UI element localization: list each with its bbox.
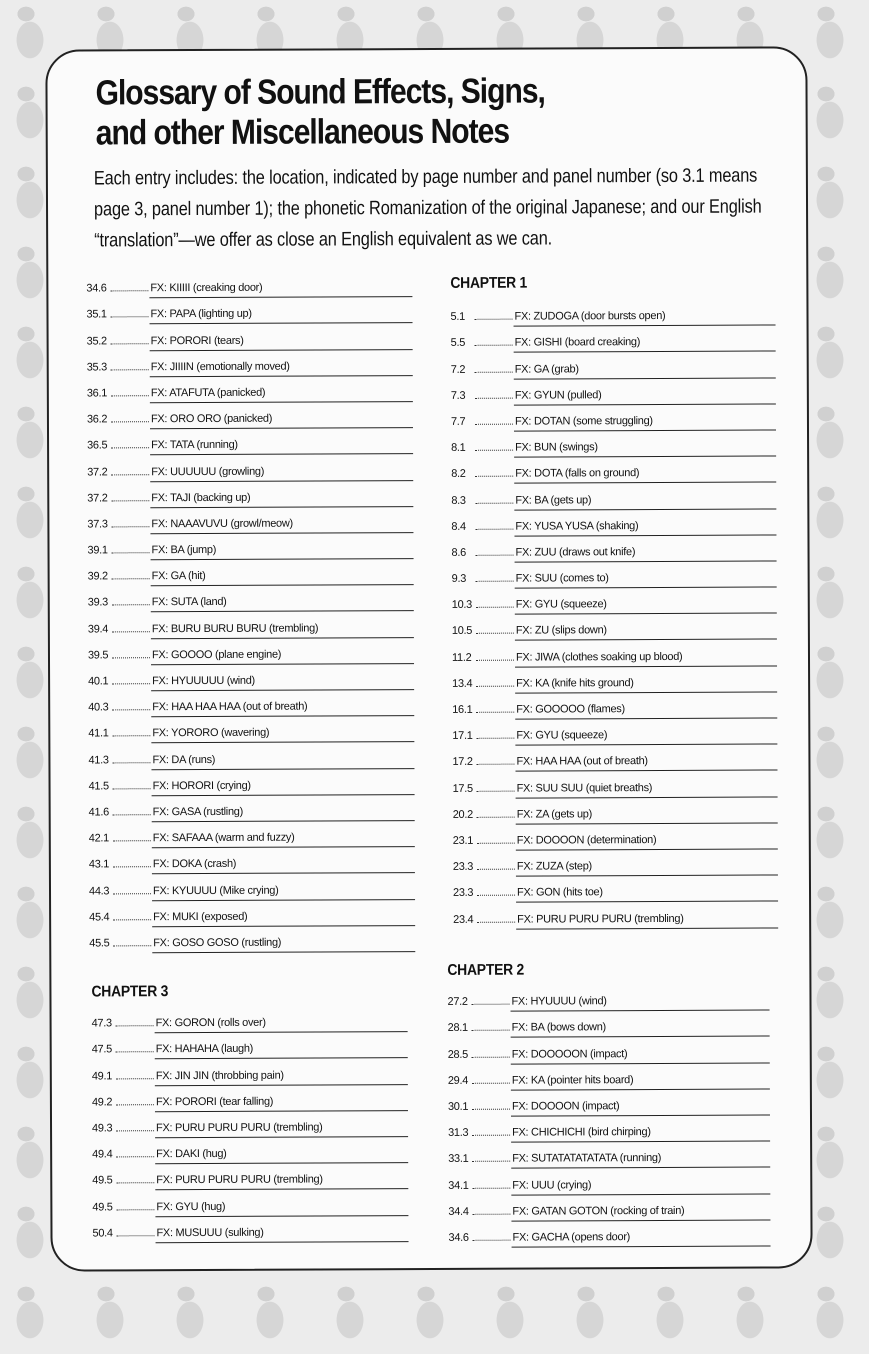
glossary-entry: [452, 588, 777, 616]
glossary-entry: [448, 1037, 770, 1065]
leader-line: [112, 605, 150, 606]
glossary-entry: [452, 666, 777, 694]
entry-location: 39.5: [87, 649, 109, 662]
entry-fx: FX: YORORO (wavering): [151, 726, 414, 743]
chapter-1-entries: [450, 299, 778, 929]
entry-location: 31.3: [448, 1126, 469, 1140]
entry-fx: FX: JIN JIN (throbbing pain): [155, 1069, 408, 1086]
leader-line: [477, 869, 515, 870]
chapter-3-section: [91, 982, 408, 1243]
glossary-entry: [88, 559, 414, 587]
leader-line: [116, 1130, 154, 1131]
entry-fx: FX: SAFAAA (warm and fuzzy): [152, 831, 415, 848]
entry-location: 33.1: [448, 1153, 469, 1166]
entry-location: 47.5: [91, 1043, 112, 1056]
leader-line: [472, 1213, 510, 1214]
glossary-entry: [87, 481, 413, 509]
glossary-entry: [89, 795, 415, 823]
leader-line: [112, 709, 150, 710]
leader-line: [472, 1082, 510, 1083]
left-column-entries: [86, 271, 415, 953]
chapter-3-entries: [92, 1006, 409, 1243]
entry-location: 49.4: [92, 1148, 113, 1161]
leader-line: [111, 343, 149, 344]
entry-fx: FX: ZA (gets up): [516, 807, 778, 824]
entry-fx: FX: HYUUUU (wind): [510, 995, 769, 1012]
entry-location: 10.5: [451, 625, 473, 638]
entry-location: 34.1: [448, 1179, 469, 1192]
glossary-entry: [88, 716, 414, 744]
leader-line: [475, 476, 513, 477]
entry-location: 49.1: [91, 1069, 113, 1083]
entry-fx: FX: GORON (rolls over): [155, 1016, 408, 1033]
glossary-entry: [453, 849, 778, 877]
leader-line: [113, 919, 151, 920]
glossary-entry: [89, 926, 415, 954]
leader-line: [111, 500, 149, 501]
entry-location: 36.5: [87, 439, 108, 452]
leader-line: [472, 1187, 510, 1188]
leader-line: [113, 840, 151, 841]
entry-fx: FX: ZU (slips down): [515, 624, 777, 641]
entry-fx: FX: GYU (hug): [155, 1200, 408, 1217]
glossary-entry: [453, 876, 778, 904]
entry-fx: FX: DOOOON (impact): [511, 1099, 770, 1116]
leader-line: [476, 738, 514, 739]
entry-fx: FX: GOOOOO (flames): [515, 702, 777, 719]
entry-fx: FX: DAKI (hug): [155, 1147, 408, 1164]
leader-line: [476, 581, 514, 582]
glossary-entry: [451, 457, 776, 485]
leader-line: [116, 1156, 154, 1157]
leader-line: [475, 528, 513, 529]
entry-location: 23.3: [452, 887, 474, 900]
entry-fx: FX: GOOOO (plane engine): [151, 648, 414, 665]
glossary-entry: [452, 614, 777, 642]
leader-line: [477, 790, 515, 791]
leader-line: [475, 397, 513, 398]
entry-location: 28.1: [447, 1022, 468, 1035]
glossary-entry: [87, 428, 413, 456]
entry-fx: FX: GOSO GOSO (rustling): [152, 936, 415, 953]
entry-location: 8.1: [451, 441, 466, 455]
entry-fx: FX: GATAN GOTON (rocking of train): [511, 1204, 770, 1221]
leader-line: [477, 895, 515, 896]
entry-fx: FX: GYU (squeeze): [515, 729, 777, 746]
glossary-entry: [89, 900, 415, 928]
glossary-entry: [87, 350, 413, 378]
leader-line: [112, 631, 150, 632]
entry-location: 41.6: [88, 806, 109, 819]
leader-line: [477, 843, 515, 844]
glossary-entry: [88, 664, 414, 692]
entry-fx: FX: BA (jump): [150, 543, 413, 560]
entry-location: 41.5: [88, 780, 109, 793]
leader-line: [112, 578, 150, 579]
glossary-entry: [452, 745, 777, 773]
entry-fx: FX: GON (hits toe): [516, 886, 778, 903]
entry-fx: FX: DA (runs): [151, 753, 414, 770]
entry-fx: FX: PORORI (tears): [150, 334, 413, 351]
entry-location: 50.4: [92, 1227, 113, 1240]
leader-line: [111, 448, 149, 449]
entry-location: 17.5: [452, 782, 473, 795]
entry-fx: FX: HYUUUUU (wind): [151, 674, 414, 691]
leader-line: [472, 1030, 510, 1031]
glossary-entry: [92, 1006, 408, 1034]
chapter-3-heading: CHAPTER 3: [91, 983, 169, 1001]
entry-fx: FX: SUU SUU (quiet breaths): [516, 781, 778, 798]
entry-location: 41.3: [88, 753, 109, 767]
leader-line: [475, 371, 513, 372]
glossary-entry: [453, 823, 778, 851]
entry-location: 8.2: [451, 468, 466, 481]
leader-line: [111, 474, 149, 475]
entry-location: 36.1: [86, 387, 108, 400]
entry-location: 34.4: [448, 1205, 469, 1218]
entry-location: 40.1: [88, 675, 109, 688]
intro-paragraph: Each entry includes: the location, indicated by page number and panel number (so 3.1 means page 3, panel number 1); the phonetic Romanization of the original Japanese; and our English “translation”—we offer as close an English equivalent as we can.: [93, 164, 762, 252]
entry-location: 17.1: [452, 729, 473, 743]
glossary-entry: [88, 612, 414, 640]
leader-line: [112, 552, 150, 553]
entry-fx: FX: GYU (squeeze): [515, 598, 777, 615]
entry-fx: FX: UUU (crying): [511, 1178, 770, 1195]
glossary-entry: [452, 771, 777, 799]
entry-location: 5.1: [450, 311, 465, 324]
leader-line: [476, 764, 514, 765]
leader-line: [116, 1025, 154, 1026]
glossary-panel: [45, 46, 812, 1271]
glossary-entry: [452, 640, 777, 668]
leader-line: [476, 685, 514, 686]
glossary-entry: [453, 797, 778, 825]
entry-fx: FX: GA (grab): [514, 362, 776, 379]
glossary-entry: [88, 769, 414, 797]
glossary-entry: [451, 483, 776, 511]
entry-fx: FX: BUN (swings): [514, 441, 776, 458]
chapter-1-section: [450, 273, 778, 929]
leader-line: [117, 1235, 155, 1236]
entry-fx: FX: JIWA (clothes soaking up blood): [515, 650, 777, 667]
entry-location: 10.3: [451, 599, 473, 612]
entry-fx: FX: TAJI (backing up): [150, 491, 413, 508]
glossary-entry: [448, 1063, 770, 1091]
glossary-entry: [448, 1089, 770, 1117]
leader-line: [111, 317, 149, 318]
entry-location: 44.3: [88, 884, 110, 897]
entry-location: 23.4: [453, 913, 474, 926]
leader-line: [113, 867, 151, 868]
entry-location: 35.3: [86, 361, 107, 374]
entry-fx: FX: PAPA (lighting up): [149, 307, 412, 324]
entry-fx: FX: PORORI (tear falling): [155, 1095, 408, 1112]
entry-location: 49.5: [92, 1174, 113, 1187]
leader-line: [113, 814, 151, 815]
leader-line: [111, 526, 149, 527]
entry-location: 30.1: [447, 1100, 469, 1113]
entry-location: 41.1: [88, 727, 109, 740]
leader-line: [113, 788, 151, 789]
entry-fx: FX: SUTA (land): [151, 596, 414, 613]
entry-fx: FX: SUTATATATATATA (running): [511, 1152, 770, 1169]
glossary-entry: [86, 297, 412, 325]
leader-line: [111, 395, 149, 396]
entry-fx: FX: KYUUUU (Mike crying): [152, 884, 415, 901]
leader-line: [113, 893, 151, 894]
entry-location: 34.6: [448, 1231, 469, 1244]
glossary-entry: [87, 454, 413, 482]
leader-line: [472, 1161, 510, 1162]
entry-fx: FX: HAA HAA (out of breath): [515, 755, 777, 772]
glossary-entry: [450, 299, 775, 327]
entry-fx: FX: DOKA (crash): [152, 857, 415, 874]
entry-fx: FX: JIIIIN (emotionally moved): [150, 360, 413, 377]
glossary-entry: [448, 1220, 770, 1248]
entry-fx: FX: SUU (comes to): [515, 572, 777, 589]
entry-fx: FX: UUUUUU (growling): [150, 465, 413, 482]
entry-location: 16.1: [452, 703, 473, 716]
leader-line: [475, 502, 513, 503]
entry-location: 37.2: [87, 465, 108, 478]
leader-line: [111, 421, 149, 422]
entry-fx: FX: YUSA YUSA (shaking): [514, 519, 776, 536]
glossary-entry: [92, 1163, 408, 1191]
glossary-entry: [92, 1111, 408, 1139]
entry-fx: FX: ATAFUTA (panicked): [150, 386, 413, 403]
leader-line: [116, 1104, 154, 1105]
leader-line: [475, 450, 513, 451]
glossary-entry: [87, 376, 413, 404]
leader-line: [475, 345, 513, 346]
leader-line: [111, 369, 149, 370]
glossary-entry: [447, 985, 769, 1013]
glossary-entry: [452, 718, 777, 746]
entry-fx: FX: HAA HAA HAA (out of breath): [151, 700, 414, 717]
entry-location: 34.6: [86, 282, 107, 295]
leader-line: [112, 762, 150, 763]
glossary-entry: [451, 378, 776, 406]
glossary-entry: [87, 507, 413, 535]
leader-line: [116, 1078, 154, 1079]
glossary-entry: [92, 1189, 408, 1217]
leader-line: [472, 1109, 510, 1110]
entry-fx: FX: NAAAVUVU (growl/meow): [150, 517, 413, 534]
glossary-entry: [451, 326, 776, 354]
entry-fx: FX: HORORI (crying): [152, 779, 415, 796]
entry-fx: FX: GISHI (board creaking): [514, 336, 776, 353]
entry-location: 35.1: [86, 308, 107, 321]
entry-fx: FX: ORO ORO (panicked): [150, 412, 413, 429]
entry-location: 23.3: [452, 860, 474, 874]
entry-fx: FX: KIIIII (creaking door): [149, 281, 412, 298]
leader-line: [477, 816, 515, 817]
leader-line: [473, 1240, 511, 1241]
glossary-entry: [448, 1168, 770, 1196]
leader-line: [113, 945, 151, 946]
entry-fx: FX: BA (gets up): [514, 493, 776, 510]
entry-location: 49.2: [91, 1096, 113, 1109]
entry-location: 29.4: [447, 1074, 469, 1087]
leader-line: [476, 607, 514, 608]
leader-line: [472, 1056, 510, 1057]
entry-fx: FX: DOOOON (determination): [516, 833, 778, 850]
entry-fx: FX: GACHA (opens door): [511, 1230, 770, 1247]
glossary-entry: [86, 271, 412, 299]
entry-fx: FX: DOTA (falls on ground): [514, 467, 776, 484]
glossary-entry: [451, 430, 776, 458]
entry-fx: FX: CHICHICHI (bird chirping): [511, 1126, 770, 1143]
entry-location: 49.5: [92, 1200, 113, 1213]
leader-line: [116, 1209, 154, 1210]
entry-fx: FX: ZUDOGA (door bursts open): [513, 310, 775, 327]
entry-location: 43.1: [88, 858, 110, 871]
entry-location: 17.2: [452, 756, 473, 769]
entry-location: 39.2: [87, 570, 108, 583]
entry-location: 7.2: [450, 363, 466, 376]
entry-fx: FX: TATA (running): [150, 438, 413, 455]
glossary-entry: [92, 1216, 408, 1244]
leader-line: [110, 290, 148, 291]
leader-line: [476, 633, 514, 634]
entry-location: 20.2: [452, 808, 473, 821]
entry-fx: FX: BURU BURU BURU (trembling): [151, 622, 414, 639]
entry-fx: FX: KA (knife hits ground): [515, 676, 777, 693]
entry-fx: FX: GYUN (pulled): [514, 388, 776, 405]
glossary-entry: [451, 404, 776, 432]
entry-fx: FX: DOTAN (some struggling): [514, 414, 776, 431]
entry-location: 42.1: [88, 832, 110, 845]
glossary-entry: [88, 690, 414, 718]
glossary-entry: [92, 1032, 408, 1060]
entry-location: 45.5: [89, 937, 110, 950]
entry-location: 45.4: [89, 911, 110, 924]
entry-fx: FX: DOOOOON (impact): [511, 1047, 770, 1064]
glossary-entry: [448, 1194, 770, 1222]
page-title: [95, 71, 749, 154]
entry-location: 11.2: [451, 651, 472, 664]
glossary-entry: [88, 742, 414, 770]
entry-location: 27.2: [447, 996, 468, 1009]
leader-line: [475, 319, 513, 320]
leader-line: [472, 1135, 510, 1136]
entry-fx: FX: KA (pointer hits board): [511, 1073, 770, 1090]
entry-location: 47.3: [91, 1017, 112, 1030]
glossary-entry: [89, 847, 415, 875]
glossary-entry: [87, 323, 413, 351]
leader-line: [112, 736, 150, 737]
glossary-entry: [88, 638, 414, 666]
entry-fx: FX: ZUZA (step): [516, 860, 778, 877]
entry-fx: FX: MUKI (exposed): [152, 910, 415, 927]
leader-line: [476, 712, 514, 713]
entry-location: 8.6: [451, 546, 466, 559]
entry-location: 36.2: [86, 413, 108, 426]
entry-location: 23.1: [452, 834, 474, 847]
glossary-entry: [451, 509, 776, 537]
entry-location: 7.7: [450, 415, 466, 428]
leader-line: [476, 555, 514, 556]
glossary-entry: [89, 821, 415, 849]
entry-fx: FX: GA (hit): [151, 569, 414, 586]
entry-fx: FX: HAHAHA (laugh): [155, 1042, 408, 1059]
leader-line: [116, 1183, 154, 1184]
glossary-entry: [87, 402, 413, 430]
entry-fx: FX: ZUU (draws out knife): [515, 545, 777, 562]
entry-location: 37.3: [87, 518, 108, 531]
glossary-entry: [452, 692, 777, 720]
leader-line: [112, 657, 150, 658]
glossary-entry: [87, 533, 413, 561]
glossary-entry: [448, 1142, 770, 1170]
entry-location: 39.1: [87, 544, 108, 557]
entry-location: 39.3: [87, 596, 108, 609]
leader-line: [472, 1004, 510, 1005]
glossary-entry: [448, 1011, 770, 1039]
entry-fx: FX: MUSUUU (sulking): [155, 1226, 408, 1243]
chapter-2-heading: CHAPTER 2: [447, 961, 525, 979]
glossary-entry: [452, 561, 777, 589]
entry-fx: FX: BA (bows down): [511, 1021, 770, 1038]
entry-location: 28.5: [447, 1048, 468, 1061]
entry-fx: FX: PURU PURU PURU (trembling): [155, 1121, 408, 1138]
chapter-2-entries: [447, 985, 770, 1248]
entry-location: 8.3: [451, 494, 466, 507]
entry-location: 5.5: [450, 337, 466, 350]
entry-fx: FX: PURU PURU PURU (trembling): [155, 1173, 408, 1190]
entry-location: 37.2: [87, 492, 108, 505]
glossary-entry: [453, 902, 778, 930]
entry-location: 9.3: [451, 572, 467, 585]
leader-line: [476, 659, 514, 660]
entry-location: 35.2: [86, 334, 107, 348]
glossary-entry: [451, 535, 776, 563]
glossary-entry: [88, 585, 414, 613]
entry-location: 49.3: [92, 1122, 113, 1135]
chapter-1-heading: CHAPTER 1: [450, 274, 528, 292]
entry-fx: FX: GASA (rustling): [152, 805, 415, 822]
leader-line: [112, 683, 150, 684]
title-line-2: and other Miscellaneous Notes: [95, 111, 510, 153]
entry-location: 7.3: [450, 389, 466, 402]
glossary-entry: [451, 352, 776, 380]
entry-location: 8.4: [451, 520, 466, 533]
leader-line: [116, 1052, 154, 1053]
glossary-entry: [89, 873, 415, 901]
glossary-entry: [92, 1058, 408, 1086]
entry-location: 13.4: [452, 677, 473, 690]
glossary-entry: [448, 1115, 770, 1143]
leader-line: [477, 921, 515, 922]
leader-line: [475, 424, 513, 425]
glossary-entry: [92, 1085, 408, 1113]
glossary-entry: [92, 1137, 408, 1165]
entry-location: 40.3: [88, 701, 109, 714]
entry-fx: FX: PURU PURU PURU (trembling): [516, 912, 778, 929]
title-line-1: Glossary of Sound Effects, Signs,: [95, 71, 545, 113]
chapter-2-section: [447, 961, 770, 1248]
entry-location: 39.4: [87, 623, 109, 636]
